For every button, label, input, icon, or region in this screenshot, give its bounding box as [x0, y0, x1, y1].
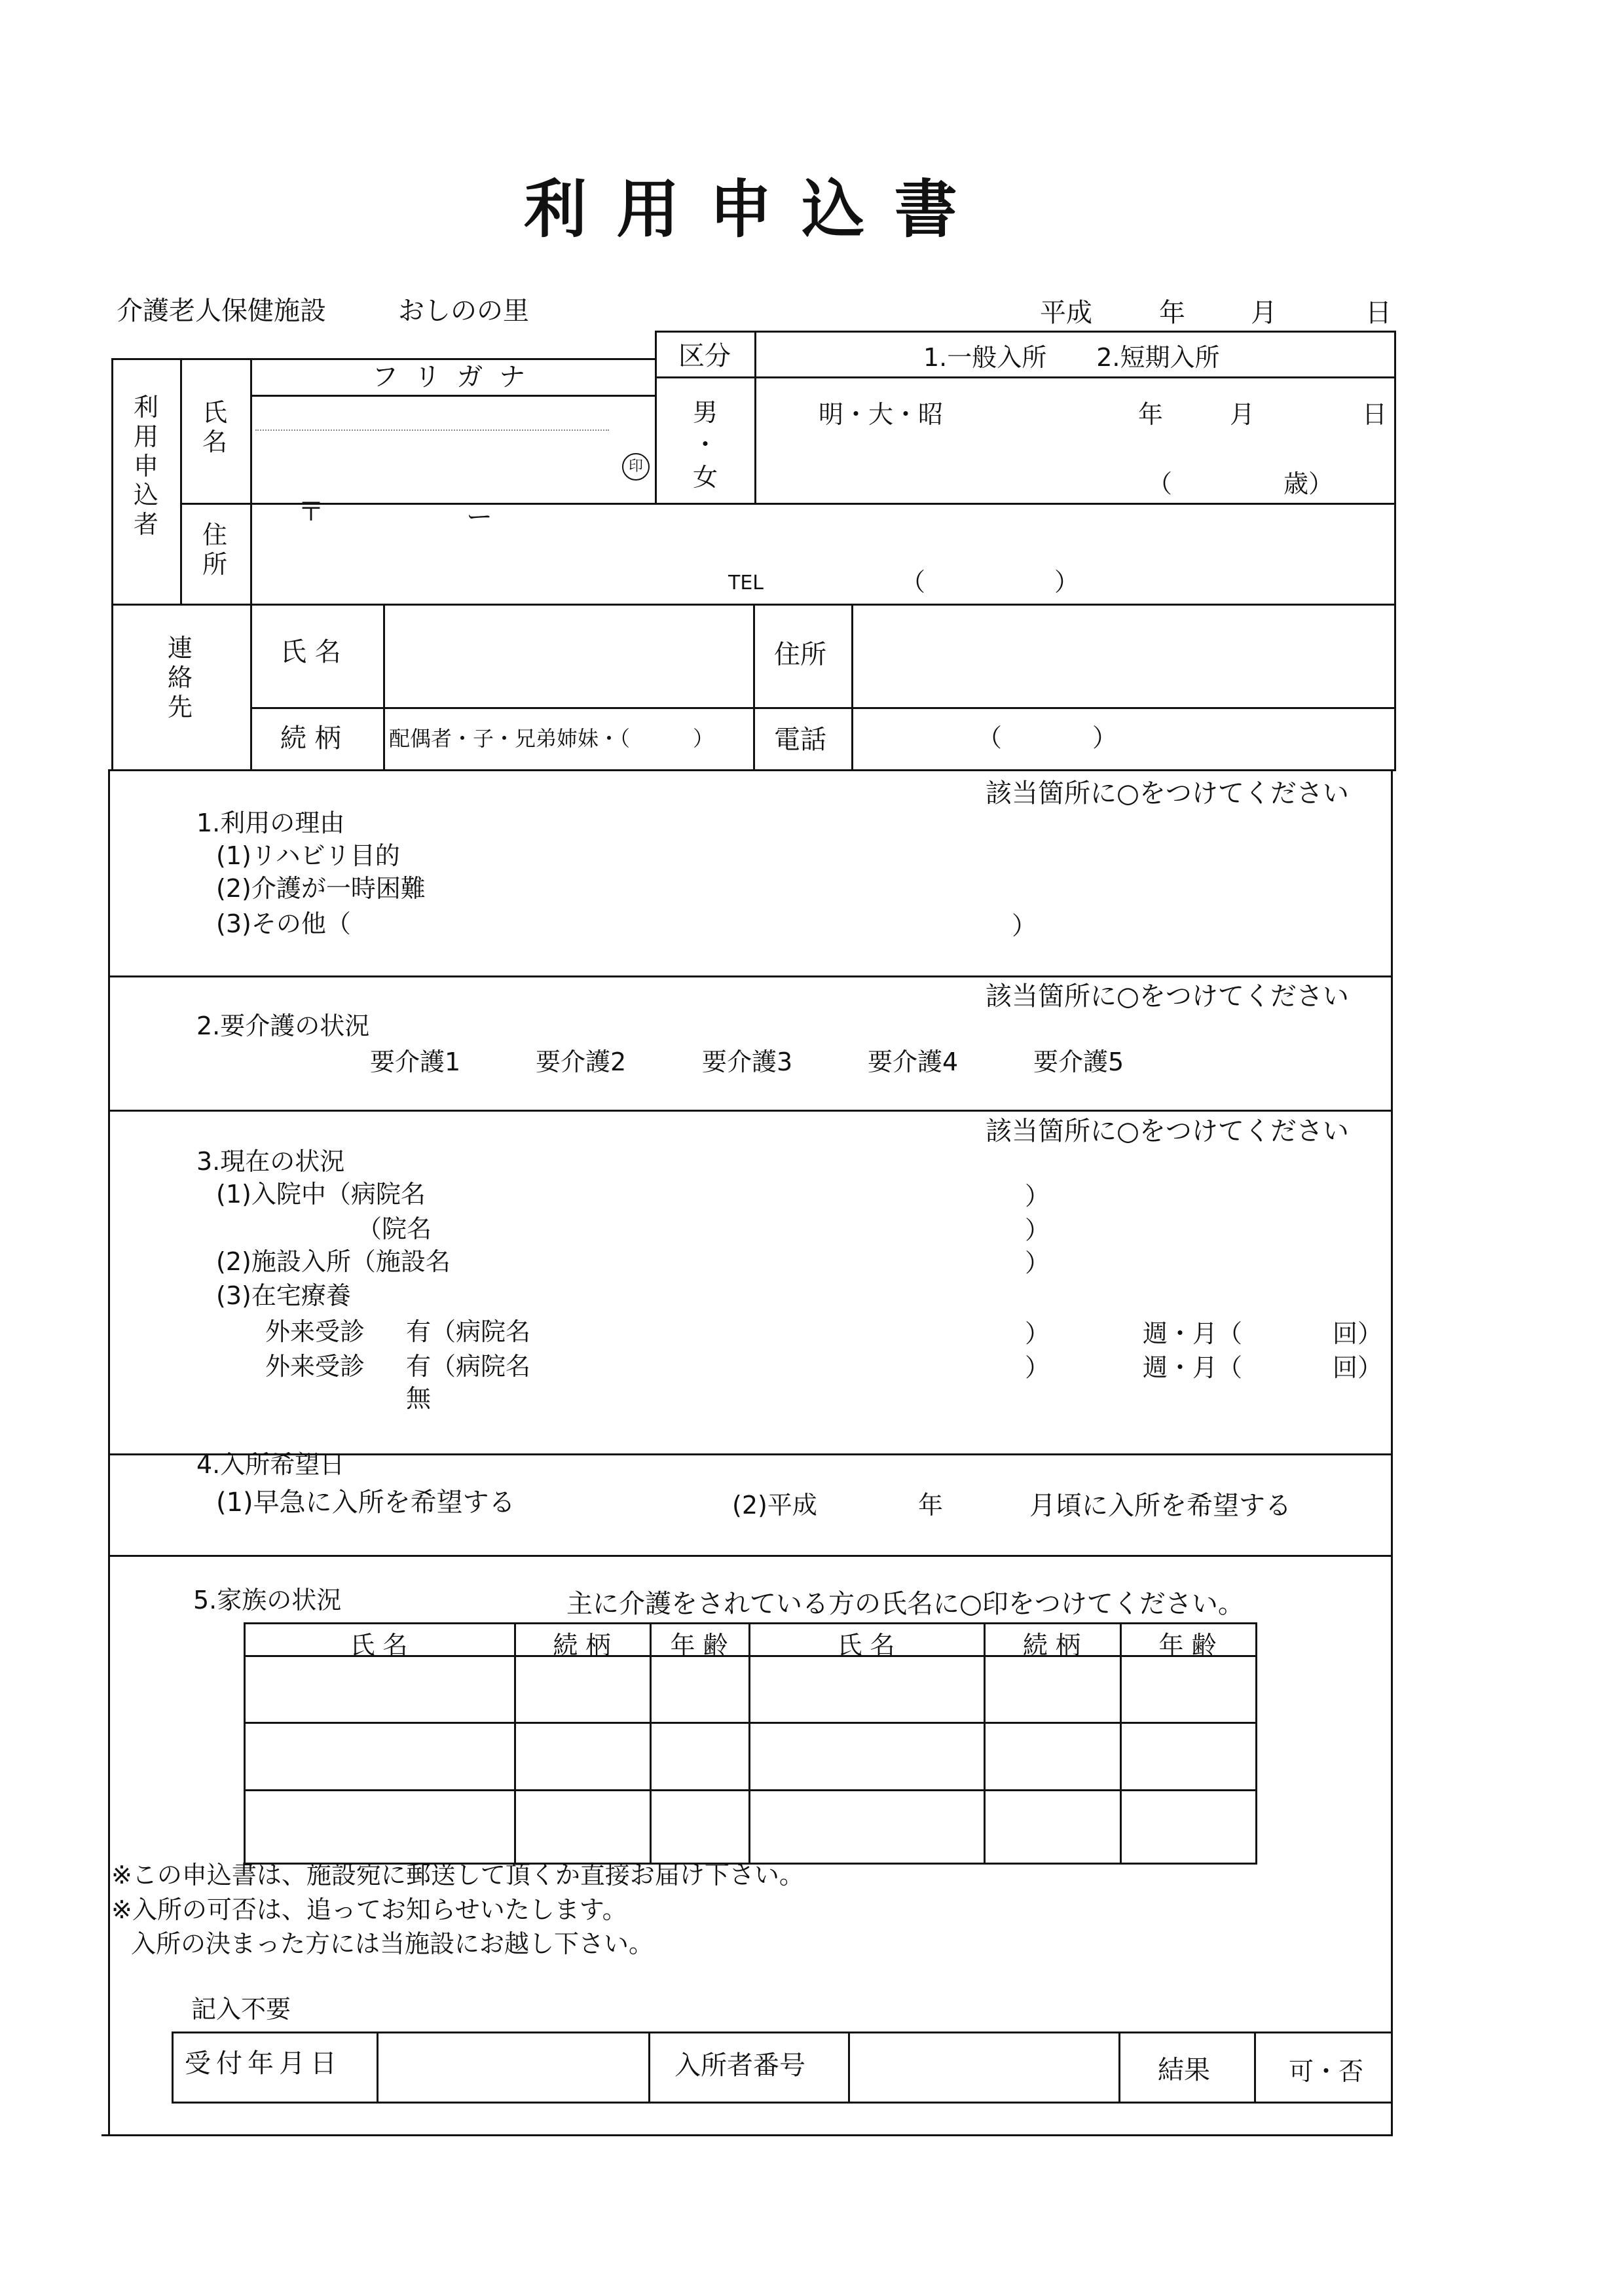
- section3-title: 3.現在の状況: [196, 1147, 345, 1176]
- family-header-relation-1: 続 柄: [553, 1631, 611, 1660]
- section4-title: 4.入所希望日: [196, 1450, 345, 1479]
- relation-options[interactable]: 配偶者・子・兄弟姉妹・（ ）: [389, 726, 714, 751]
- birth-month: 月: [1230, 400, 1255, 429]
- reason-care-difficulty[interactable]: (2)介護が一時困難: [216, 874, 426, 903]
- kubun-label: 区分: [678, 341, 731, 371]
- status-home[interactable]: (3)在宅療養: [216, 1281, 351, 1310]
- status-hospital2: （院名: [357, 1214, 432, 1243]
- date-year: 年: [1159, 298, 1185, 328]
- admission-asap[interactable]: (1)早急に入所を希望する: [216, 1487, 515, 1518]
- footnote-1: ※この申込書は、施設宛に郵送して頂くか直接お届け下さい。: [111, 1861, 804, 1889]
- kubun-options[interactable]: 1.一般入所 2.短期入所: [923, 343, 1220, 372]
- contact-address-field[interactable]: [853, 606, 1393, 706]
- care-level-1[interactable]: 要介護1: [370, 1048, 461, 1076]
- family-header-name-1: 氏 名: [350, 1631, 408, 1660]
- outpatient-label-1: 外来受診: [265, 1317, 365, 1346]
- status-hospital-close: ）: [1025, 1182, 1050, 1211]
- section5-title: 5.家族の状況: [193, 1586, 342, 1614]
- result-label: 結果: [1158, 2055, 1210, 2085]
- name-label: 氏 名: [202, 398, 227, 456]
- status-hospital2-close: ）: [1025, 1216, 1050, 1245]
- tel-label: TEL: [728, 572, 764, 594]
- notice-1: 該当箇所に○をつけてください: [986, 778, 1349, 809]
- contact-name-label: 氏 名: [280, 637, 341, 667]
- phone-open: （: [977, 723, 1003, 752]
- postal-mark: 〒: [298, 497, 324, 527]
- reason-rehab[interactable]: (1)リハビリ目的: [216, 841, 400, 870]
- address-field[interactable]: [252, 502, 1392, 577]
- care-level-2[interactable]: 要介護2: [536, 1048, 627, 1076]
- status-facility-close: ）: [1025, 1248, 1050, 1277]
- outpatient-freq-2[interactable]: 週・月（: [1143, 1353, 1243, 1382]
- outpatient-none[interactable]: 無: [406, 1384, 432, 1413]
- date-era: 平成: [1040, 298, 1092, 328]
- contact-side-label: 連 絡 先: [167, 634, 193, 721]
- table-row[interactable]: [246, 1791, 1255, 1861]
- admission-era[interactable]: (2)平成: [732, 1491, 817, 1520]
- phone-label: 電話: [774, 725, 826, 755]
- status-hospitalized[interactable]: (1)入院中（病院名: [216, 1180, 426, 1209]
- facility-type: 介護老人保健施設: [117, 296, 326, 326]
- relation-label: 続 柄: [280, 723, 341, 754]
- admission-year: 年: [918, 1491, 944, 1520]
- age-close: 歳）: [1283, 469, 1334, 498]
- facility-name: おしのの里: [398, 296, 529, 326]
- family-header-age-2: 年 齢: [1158, 1631, 1217, 1660]
- date-month: 月: [1251, 298, 1277, 328]
- phone-close: ）: [1092, 723, 1118, 752]
- office-heading: 記入不要: [191, 1995, 291, 2024]
- outpatient-close-1: ）: [1025, 1319, 1050, 1348]
- outpatient-times-1: 回）: [1333, 1319, 1383, 1348]
- contact-name-field[interactable]: [385, 606, 752, 706]
- age-open: （: [1147, 469, 1173, 498]
- sex-label[interactable]: 男 ・ 女: [692, 398, 718, 492]
- tel-close: ）: [1054, 568, 1080, 596]
- received-date-field[interactable]: [378, 2033, 647, 2100]
- received-date-label: 受付年月日: [185, 2049, 342, 2079]
- birth-year: 年: [1138, 400, 1164, 429]
- postal-dash: ー: [466, 502, 492, 532]
- result-value[interactable]: 可・否: [1289, 2057, 1364, 2086]
- outpatient-close-2: ）: [1025, 1353, 1050, 1382]
- footnote-3: 入所の決まった方には当施設にお越し下さい。: [131, 1929, 654, 1958]
- outpatient-has-1[interactable]: 有（病院名: [406, 1317, 531, 1346]
- family-header-name-2: 氏 名: [837, 1631, 895, 1660]
- footnote-2: ※入所の可否は、追ってお知らせいたします。: [111, 1895, 627, 1924]
- table-row[interactable]: [246, 1724, 1255, 1788]
- care-level-5[interactable]: 要介護5: [1033, 1048, 1124, 1076]
- notice-2: 該当箇所に○をつけてください: [986, 981, 1349, 1011]
- resident-number-label: 入所者番号: [674, 2050, 805, 2081]
- outpatient-has-2[interactable]: 有（病院名: [406, 1352, 531, 1381]
- status-facility[interactable]: (2)施設入所（施設名: [216, 1247, 451, 1276]
- seal-mark: 印: [622, 453, 650, 481]
- resident-number-field[interactable]: [850, 2033, 1117, 2100]
- furigana-label: フ リ ガ ナ: [372, 362, 530, 392]
- applicant-side-label: 利 用 申 込 者: [133, 393, 158, 539]
- applicant-name-field[interactable]: [252, 397, 653, 501]
- notice-3: 該当箇所に○をつけてください: [986, 1116, 1349, 1146]
- outpatient-freq-1[interactable]: 週・月（: [1143, 1319, 1243, 1348]
- reason-other-close: ）: [1012, 911, 1037, 940]
- birth-day: 日: [1362, 400, 1388, 429]
- outpatient-times-2: 回）: [1333, 1353, 1383, 1382]
- admission-month-tail: 月頃に入所を希望する: [1029, 1491, 1291, 1521]
- page-title: 利 用 申 込 書: [524, 173, 961, 246]
- family-note: 主に介護をされている方の氏名に○印をつけてください。: [566, 1589, 1244, 1619]
- family-header-relation-2: 続 柄: [1022, 1631, 1081, 1660]
- address-label: 住 所: [202, 520, 227, 579]
- care-level-3[interactable]: 要介護3: [702, 1048, 793, 1076]
- date-day: 日: [1365, 298, 1392, 328]
- family-header-age-1: 年 齢: [670, 1631, 728, 1660]
- birth-era[interactable]: 明・大・昭: [819, 400, 944, 429]
- table-row[interactable]: [246, 1657, 1255, 1721]
- reason-other[interactable]: (3)その他（: [216, 909, 351, 938]
- tel-open: （: [900, 568, 926, 596]
- section2-title: 2.要介護の状況: [196, 1011, 370, 1040]
- outpatient-label-2: 外来受診: [265, 1352, 365, 1381]
- care-level-4[interactable]: 要介護4: [868, 1048, 959, 1076]
- section1-title: 1.利用の理由: [196, 809, 345, 837]
- contact-address-label: 住所: [774, 640, 826, 670]
